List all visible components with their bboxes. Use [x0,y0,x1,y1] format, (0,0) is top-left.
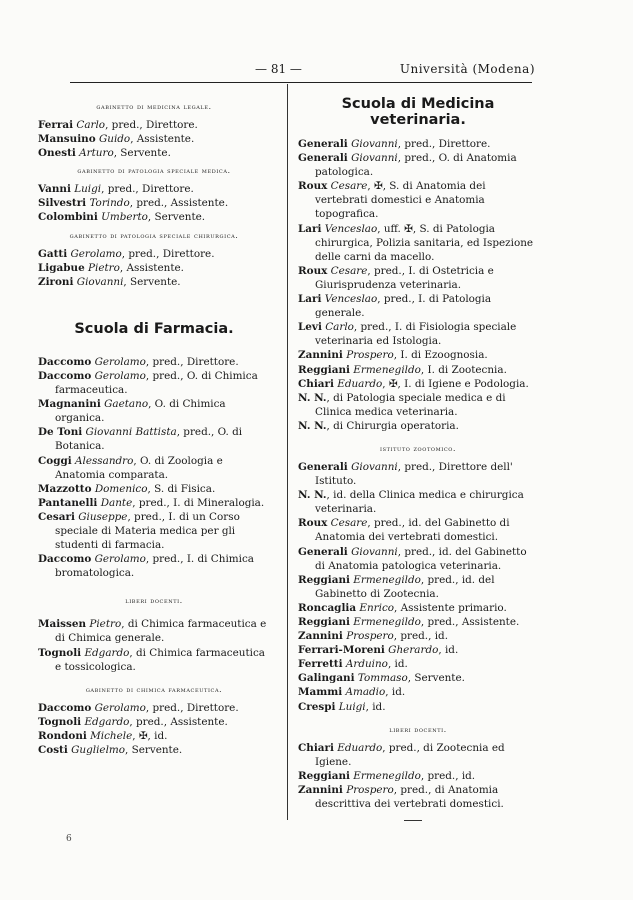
entry-given-name: Giovanni [351,152,398,165]
entry-role: , pred., Direttore. [121,247,215,260]
entry-role: , I. di Ezoognosia. [393,349,488,362]
entry [38,617,270,645]
entry [38,510,270,552]
entry-surname: Lari [298,222,322,235]
entry-surname: Coggi [38,454,72,467]
entry-role: , Servente. [123,275,181,288]
entry-role: , pred., I. di Mineralogia. [132,496,265,509]
entry-surname: Roux [298,180,328,193]
entry-role: , Servente. [407,672,465,685]
entry-surname: N. N. [298,489,327,502]
entry [298,179,538,221]
entry-given-name: Giovanni Battista [85,426,177,439]
footer-rule [404,820,422,821]
entry-role: , pred., Direttore. [145,701,239,714]
entry-list [38,118,270,160]
entry-role: , pred., Assistente. [129,197,229,210]
entry-role: , pred., Direttore. [145,355,239,368]
entry [38,210,270,224]
entry-list [38,355,270,581]
entry-role: , pred., di Zootecnia ed Igiene. [315,741,505,768]
entry-given-name: Ermenegildo [353,363,421,376]
entry-given-name: Dante [100,496,133,509]
section-title: gabinetto di patologia speciale chirurgica. [69,230,239,240]
entry [38,743,270,757]
entry-given-name: Arturo [79,147,114,160]
entry-role: , pred., O. di Chimica farmaceutica. [55,369,258,397]
entry-role: , pred., Direttore. [105,119,198,131]
entry-role: , pred., I. di Patologia generale. [315,293,492,320]
entry-given-name: Arduino [345,658,388,671]
entry-surname: De Toni [38,426,83,439]
entry [38,247,270,261]
entry [298,488,538,516]
school-title-farmacia: Scuola di Farmacia. [74,320,234,337]
entry-role: , id. [438,644,459,657]
entry-surname: Ferretti [298,658,343,671]
entry [38,369,270,397]
entry-surname: Zannini [298,349,343,362]
entry-list [298,741,538,811]
entry-role: , pred., id. [420,769,476,782]
column-divider [287,84,288,820]
entry-surname: Reggiani [298,573,350,586]
entry [298,348,538,362]
entry [298,615,538,629]
entry-given-name: Cesare [330,264,368,277]
entry-role: , pred., O. di Anatomia patologica. [315,152,517,179]
entry [298,601,538,615]
entry-surname: Generali [298,545,348,558]
entry-given-name: Pietro [89,618,122,631]
entry-role: , pred., id. del Gabinetto di Anatomia dei vertebrati domestici. [315,517,510,544]
entry-given-name: Carlo [76,119,106,131]
entry-role: , Servente. [125,744,183,756]
entry [298,769,538,783]
section-title: liberi docenti. [125,596,183,606]
section-title: gabinetto di patologia speciale medica. [77,166,231,176]
entry [298,419,538,433]
entry-surname: Daccomo [38,355,92,368]
entry-given-name: Luigi [74,183,102,196]
entry [298,671,538,685]
entry-list [298,137,538,433]
entry-surname: Roncaglia [298,601,357,614]
entry-surname: Maissen [38,618,87,631]
entry-surname: Mazzotto [38,482,92,495]
entry [298,137,538,151]
section-title: gabinetto di chimica farmaceutica. [85,684,223,694]
entry-list [38,182,270,224]
entry [38,196,270,210]
entry-surname: Chiari [298,741,334,754]
entry-surname: Ligabue [38,261,85,274]
entry [38,355,270,369]
entry-role: , uff. ✠, S. di Patologia chirurgica, Polizia sanitaria, ed Ispezione delle carni da macello. [315,222,534,263]
entry-given-name: Umberto [101,211,148,224]
entry-role: , Assistente primario. [394,601,507,614]
entry-given-name: Alessandro [75,454,134,467]
entry [298,629,538,643]
entry-role: , ✠, S. di Anatomia dei vertebrati domestici e Anatomia topografica. [315,180,486,221]
entry [38,496,270,510]
entry-surname: Generali [298,152,348,165]
entry-role: , id. [387,658,408,671]
entry-role: , id. [365,700,386,713]
entry-given-name: Gerolamo [94,355,146,368]
signature-mark: 6 [66,834,72,844]
entry [38,132,270,146]
entry [38,425,270,453]
entry-role: , di Patologia speciale medica e di Clinica medica veterinaria. [315,391,506,418]
entry-given-name: Giovanni [76,275,124,288]
entry-role: , id. [385,686,406,699]
entry-surname: Tognoli [38,646,82,659]
entry-surname: Reggiani [298,769,350,782]
entry-given-name: Giovanni [351,138,398,150]
entry-given-name: Guglielmo [71,744,125,756]
entry [298,685,538,699]
right-column [298,96,538,811]
section-title: gabinetto di medicina legale. [96,102,212,111]
entry [298,741,538,769]
entry-role: , O. di Zoologia e Anatomia comparata. [55,454,223,481]
entry-given-name: Gerolamo [94,553,146,566]
section-title: istituto zootomico. [380,443,456,453]
entry-list [298,460,538,714]
entry [298,377,538,391]
entry-surname: Zironi [38,275,74,288]
entry-given-name: Prospero [346,630,394,643]
entry-role: , di Chirurgia operatoria. [326,419,459,432]
entry [38,275,270,289]
entry-role: , pred., I. di Fisiologia speciale veterinaria ed Istologia. [315,321,517,348]
entry-surname: Chiari [298,377,334,390]
entry [38,182,270,196]
entry-given-name: Gerolamo [94,701,146,714]
entry-surname: Colombini [38,211,98,224]
entry [298,657,538,671]
entry [298,643,538,657]
entry [38,118,270,132]
entry-given-name: Ermenegildo [353,769,421,782]
entry [298,320,538,348]
entry-given-name: Gaetano [104,398,149,411]
entry-given-name: Giovanni [351,460,398,473]
entry [298,516,538,544]
entry-given-name: Prospero [346,349,394,362]
entry-role: , S. di Fisica. [147,482,216,495]
entry [298,363,538,377]
entry-given-name: Gerolamo [94,369,146,382]
entry-role: , O. di Chimica organica. [55,398,226,425]
page-number: — 81 — [255,62,302,76]
entry-given-name: Venceslao [324,222,378,235]
entry-given-name: Ermenegildo [353,573,421,586]
entry-surname: Tognoli [38,715,82,728]
entry-given-name: Pietro [88,261,120,274]
entry [298,292,538,320]
entry-surname: Ferrari-Moreni [298,644,385,657]
entry-surname: Mansuino [38,133,96,146]
entry-role: , di Chimica farmaceutica e tossicologica. [55,646,265,673]
entry-role: , Assistente. [119,261,184,274]
entry-role: , ✠, I. di Igiene e Podologia. [382,377,529,390]
entry-given-name: Eduardo [337,741,383,754]
entry-surname: Silvestri [38,197,87,210]
entry-given-name: Cesare [330,180,368,193]
entry-given-name: Luigi [338,700,366,713]
entry-role: , Assistente. [130,133,195,146]
school-title-veterinaria: Scuola di Medicina veterinaria. [341,96,495,128]
entry-given-name: Giuseppe [78,510,128,523]
entry-role: , pred., I. di Chimica bromatologica. [55,553,254,580]
entry-surname: Reggiani [298,616,350,628]
entry [38,397,270,425]
entry-role: , pred., id. del Gabinetto di Zootecnia. [315,573,495,600]
entry-role: , I. di Zootecnia. [420,363,507,376]
entry-given-name: Edgardo [84,715,130,728]
entry-given-name: Edgardo [84,646,130,659]
entry-role: , pred., Direttore dell' Istituto. [315,460,513,488]
entry-surname: Gatti [38,247,68,260]
entry-list [38,247,270,289]
entry-role: , pred., di Anatomia descrittiva dei vertebrati domestici. [315,783,504,811]
entry-given-name: Carlo [325,321,354,334]
entry-role: , pred., Assistente. [420,616,520,628]
entry-surname: Generali [298,460,348,473]
entry-surname: Roux [298,517,328,530]
entry [38,701,270,715]
entry-surname: Magnanini [38,398,101,411]
entry-surname: Onesti [38,147,76,160]
entry [298,222,538,264]
entry-surname: Costi [38,744,68,756]
header-rule [70,82,532,83]
entry-given-name: Gherardo [388,644,439,657]
entry [298,545,538,573]
entry-given-name: Tommaso [357,672,408,685]
left-column [38,96,270,757]
running-head: Università (Modena) [399,62,535,76]
entry-given-name: Giovanni [351,545,398,558]
entry-surname: Ferrai [38,119,74,131]
entry-role: , pred., I. di un Corso speciale di Materia medica per gli studenti di farmacia. [55,510,240,552]
entry [298,783,538,811]
entry [298,700,538,714]
entry-given-name: Prospero [346,783,394,796]
entry-surname: N. N. [298,391,327,404]
entry-given-name: Ermenegildo [353,616,421,628]
entry [298,264,538,292]
entry [38,454,270,482]
entry-role: , Servente. [113,147,171,160]
entry-list [38,701,270,757]
entry-surname: N. N. [298,419,327,432]
entry-surname: Pantanelli [38,496,98,509]
entry-surname: Daccomo [38,369,92,382]
entry-role: , Servente. [147,211,206,224]
entry [38,646,270,674]
entry-surname: Galingani [298,672,355,685]
entry-surname: Generali [298,138,348,150]
entry-surname: Levi [298,321,322,334]
entry-given-name: Domenico [94,482,148,495]
entry-surname: Roux [298,264,328,277]
entry-surname: Daccomo [38,553,92,566]
entry [298,151,538,179]
entry-role: , pred., O. di Botanica. [55,426,243,453]
entry-role: , pred., I. di Ostetricia e Giurisprudenza veterinaria. [315,264,494,291]
entry-role: , id. della Clinica medica e chirurgica veterinaria. [315,489,524,516]
entry-given-name: Enrico [359,601,395,614]
entry [38,552,270,580]
entry [38,482,270,496]
entry [38,261,270,275]
entry-list [38,617,270,673]
entry-surname: Crespi [298,700,336,713]
entry [38,146,270,160]
entry-role: , pred., Direttore. [101,183,194,196]
entry-role: , pred., Direttore. [397,138,491,150]
entry-role: , pred., id. del Gabinetto di Anatomia patologica veterinaria. [315,545,527,572]
entry-given-name: Eduardo [337,377,383,390]
entry-surname: Vanni [38,183,71,196]
entry [38,729,270,743]
entry-role: , pred., id. [393,630,448,643]
entry-given-name: Guido [98,133,131,146]
entry-role: , di Chimica farmaceutica e di Chimica generale. [55,618,267,645]
entry [298,573,538,601]
entry-surname: Lari [298,293,322,306]
entry-surname: Daccomo [38,701,92,714]
entry-given-name: Torindo [89,197,130,210]
entry-surname: Reggiani [298,363,350,376]
entry-role: , ✠, id. [132,729,168,742]
entry-given-name: Gerolamo [70,247,122,260]
entry [298,460,538,488]
entry-surname: Mammi [298,686,343,699]
entry-given-name: Cesare [330,517,368,530]
entry-given-name: Venceslao [324,293,378,306]
section-title: liberi docenti. [389,724,447,734]
entry-given-name: Amadio [345,686,386,699]
entry-surname: Cesari [38,510,75,523]
entry-surname: Zannini [298,630,343,643]
entry [38,715,270,729]
entry [298,391,538,419]
entry-surname: Rondoni [38,729,87,742]
entry-role: , pred., Assistente. [129,715,228,728]
entry-surname: Zannini [298,783,343,796]
entry-given-name: Michele [90,729,133,742]
